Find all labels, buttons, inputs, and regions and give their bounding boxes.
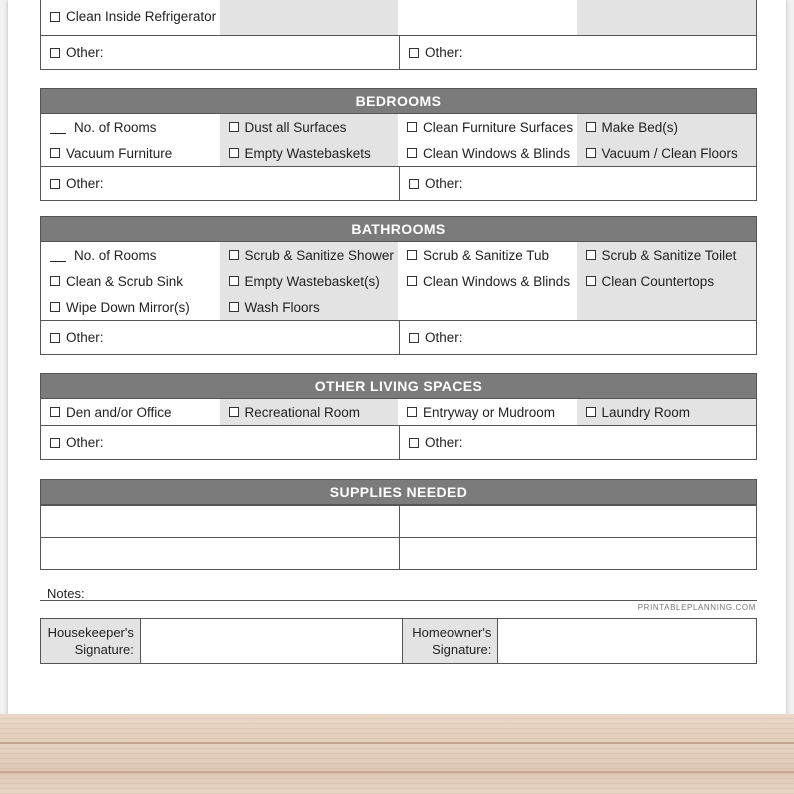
supplies-field[interactable] <box>41 506 399 537</box>
bathrooms-col-2 <box>220 242 399 320</box>
checkbox[interactable] <box>586 407 596 417</box>
plank-seam <box>0 771 794 773</box>
checkbox[interactable] <box>229 407 239 417</box>
task-empty-wastebaskets[interactable]: Empty Wastebasket(s) <box>220 268 399 294</box>
checkbox[interactable] <box>586 122 596 132</box>
task-wipe-down-mirrors[interactable]: Wipe Down Mirror(s) <box>41 294 220 320</box>
room-count-blank[interactable] <box>50 249 66 262</box>
bathrooms-other-left[interactable]: Other: <box>41 321 399 354</box>
bathrooms-section <box>40 216 757 355</box>
bathrooms-col-4 <box>577 242 757 320</box>
checkbox[interactable] <box>407 122 417 132</box>
supplies-field[interactable] <box>399 506 756 537</box>
bathrooms-col-1 <box>41 242 220 320</box>
task-recreational-room[interactable]: Recreational Room <box>220 399 399 425</box>
homeowner-signature-label: Homeowner's Signature: <box>402 619 499 663</box>
notes-label: Notes: <box>47 586 85 601</box>
kitchen-col-1 <box>41 0 220 35</box>
checkbox[interactable] <box>409 333 419 343</box>
section-title: SUPPLIES NEEDED <box>41 480 756 505</box>
checkbox[interactable] <box>409 438 419 448</box>
task-wash-floors[interactable]: Wash Floors <box>220 294 399 320</box>
task-clean-scrub-sink[interactable]: Clean & Scrub Sink <box>41 268 220 294</box>
bedrooms-col-3 <box>398 114 577 166</box>
task-dust-all-surfaces[interactable]: Dust all Surfaces <box>220 114 399 140</box>
task-entryway-mudroom[interactable]: Entryway or Mudroom <box>398 399 577 425</box>
checkbox[interactable] <box>229 148 239 158</box>
living-other-row <box>41 425 756 459</box>
task-scrub-sanitize-toilet[interactable]: Scrub & Sanitize Toilet <box>577 242 757 268</box>
checkbox[interactable] <box>50 438 60 448</box>
housekeeper-signature-field[interactable] <box>141 619 402 663</box>
bathrooms-other-row <box>41 320 756 354</box>
wood-surface <box>0 714 794 794</box>
kitchen-section <box>40 0 757 70</box>
signature-row <box>40 618 757 664</box>
task-den-office[interactable]: Den and/or Office <box>41 399 220 425</box>
checkbox[interactable] <box>229 276 239 286</box>
section-title: OTHER LIVING SPACES <box>41 374 756 399</box>
supplies-row <box>41 537 756 569</box>
checkbox[interactable] <box>407 407 417 417</box>
checkbox[interactable] <box>586 148 596 158</box>
checkbox[interactable] <box>409 48 419 58</box>
supplies-field[interactable] <box>41 538 399 569</box>
checkbox[interactable] <box>407 148 417 158</box>
kitchen-col-2 <box>220 0 399 35</box>
checkbox[interactable] <box>50 407 60 417</box>
section-title: BEDROOMS <box>41 89 756 114</box>
living-other-right[interactable]: Other: <box>399 426 756 459</box>
homeowner-signature-field[interactable] <box>498 619 756 663</box>
bathrooms-col-3 <box>398 242 577 320</box>
bedrooms-col-1 <box>41 114 220 166</box>
checkbox[interactable] <box>50 276 60 286</box>
living-col-2 <box>220 399 399 425</box>
bathrooms-other-right[interactable]: Other: <box>399 321 756 354</box>
kitchen-col-3 <box>398 0 577 35</box>
checkbox[interactable] <box>229 122 239 132</box>
checkbox[interactable] <box>229 250 239 260</box>
living-col-1 <box>41 399 220 425</box>
brand-url: PRINTABLEPLANNING.COM <box>637 603 756 612</box>
supplies-field[interactable] <box>399 538 756 569</box>
living-col-3 <box>398 399 577 425</box>
checkbox[interactable] <box>50 12 60 22</box>
checkbox[interactable] <box>50 333 60 343</box>
task-clean-countertops[interactable]: Clean Countertops <box>577 268 757 294</box>
housekeeper-signature-label: Housekeeper's Signature: <box>41 619 141 663</box>
living-other-left[interactable]: Other: <box>41 426 399 459</box>
task-laundry-room[interactable]: Laundry Room <box>577 399 757 425</box>
kitchen-other-left[interactable]: Other: <box>41 36 399 69</box>
checkbox[interactable] <box>229 302 239 312</box>
checkbox[interactable] <box>50 179 60 189</box>
checkbox[interactable] <box>407 250 417 260</box>
task-empty-wastebaskets[interactable]: Empty Wastebaskets <box>220 140 399 166</box>
task-scrub-sanitize-tub[interactable]: Scrub & Sanitize Tub <box>398 242 577 268</box>
kitchen-col-4 <box>577 0 757 35</box>
checkbox[interactable] <box>409 179 419 189</box>
checkbox[interactable] <box>586 276 596 286</box>
task-clean-windows-blinds[interactable]: Clean Windows & Blinds <box>398 140 577 166</box>
notes-line[interactable] <box>40 586 757 601</box>
checkbox[interactable] <box>50 48 60 58</box>
living-col-4 <box>577 399 757 425</box>
bedrooms-other-left[interactable]: Other: <box>41 167 399 200</box>
task-make-beds[interactable]: Make Bed(s) <box>577 114 757 140</box>
task-clean-furniture-surfaces[interactable]: Clean Furniture Surfaces <box>398 114 577 140</box>
bedrooms-col-2 <box>220 114 399 166</box>
checkbox[interactable] <box>407 276 417 286</box>
kitchen-other-right[interactable]: Other: <box>399 36 756 69</box>
supplies-row <box>41 505 756 537</box>
task-no-of-rooms[interactable]: No. of Rooms <box>41 114 220 140</box>
task-no-of-rooms[interactable]: No. of Rooms <box>41 242 220 268</box>
task-scrub-sanitize-shower[interactable]: Scrub & Sanitize Shower <box>220 242 399 268</box>
task-vacuum-clean-floors[interactable]: Vacuum / Clean Floors <box>577 140 757 166</box>
task-vacuum-furniture[interactable]: Vacuum Furniture <box>41 140 220 166</box>
bedrooms-section <box>40 88 757 201</box>
task-clean-inside-refrigerator[interactable]: Clean Inside Refrigerator <box>41 0 220 35</box>
bedrooms-col-4 <box>577 114 757 166</box>
kitchen-other-row <box>41 35 756 69</box>
checkbox[interactable] <box>586 250 596 260</box>
supplies-section <box>40 479 757 570</box>
checkbox[interactable] <box>50 148 60 158</box>
task-clean-windows-blinds[interactable]: Clean Windows & Blinds <box>398 268 577 294</box>
plank-seam <box>0 742 794 744</box>
checkbox[interactable] <box>50 302 60 312</box>
living-spaces-section <box>40 373 757 460</box>
section-title: BATHROOMS <box>41 217 756 242</box>
bedrooms-other-row <box>41 166 756 200</box>
bedrooms-other-right[interactable]: Other: <box>399 167 756 200</box>
room-count-blank[interactable] <box>50 121 66 134</box>
